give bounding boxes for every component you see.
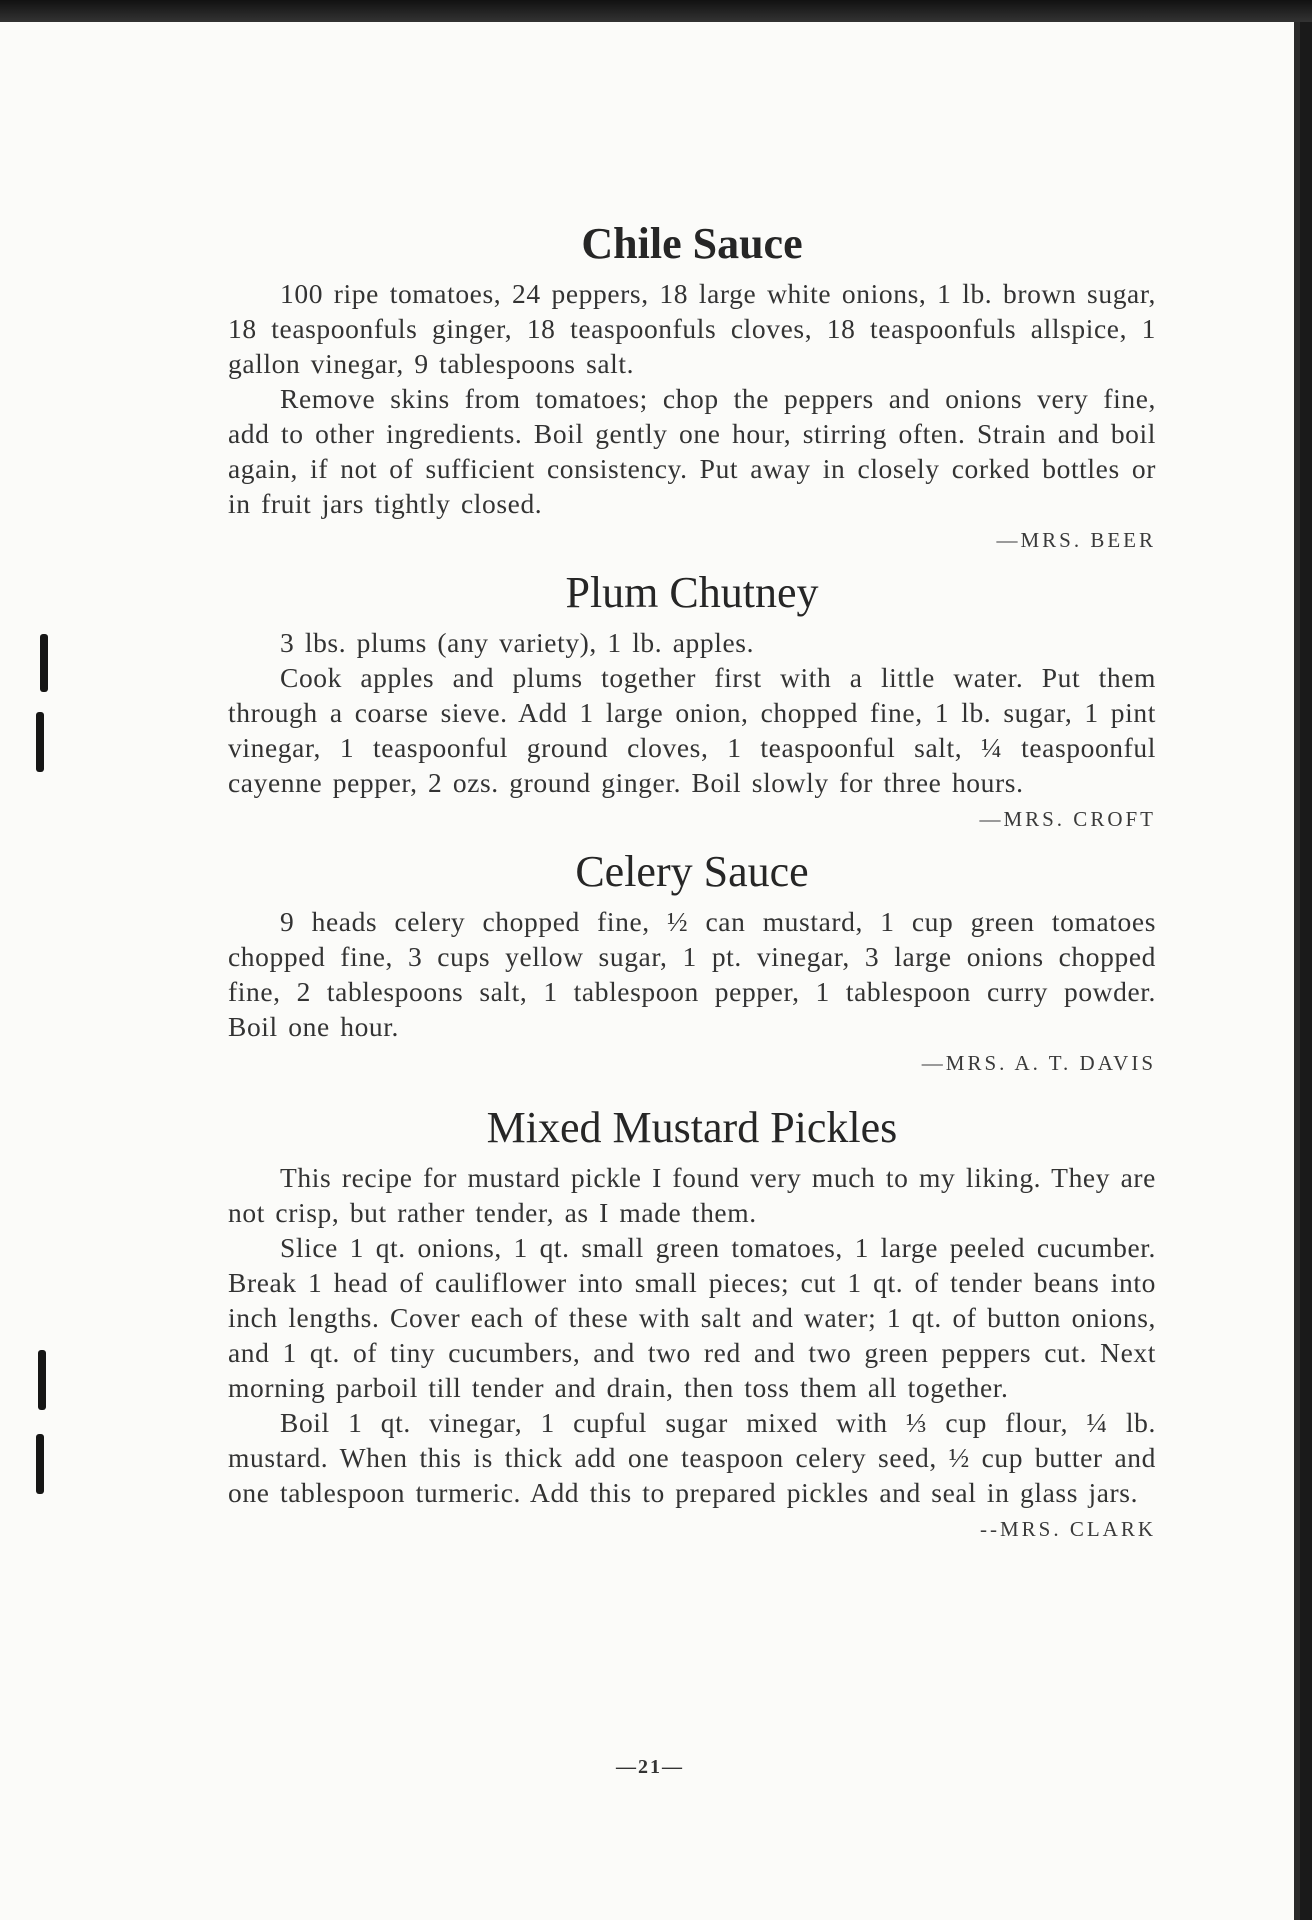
recipe-ingredients: 3 lbs. plums (any variety), 1 lb. apples. xyxy=(280,627,755,658)
recipe-plum-chutney xyxy=(228,561,1156,834)
recipe-title: Mixed Mustard Pickles xyxy=(486,1103,898,1152)
recipe-author: --MRS. CLARK xyxy=(979,1517,1156,1541)
recipe-chile-sauce xyxy=(228,212,1156,555)
recipe-intro: This recipe for mustard pickle I found very much to my liking. They are not crisp, but rather tender, as I made them. xyxy=(228,1162,1156,1228)
recipe-author: —MRS. A. T. DAVIS xyxy=(921,1051,1156,1075)
recipe-directions: Boil 1 qt. vinegar, 1 cupful sugar mixed with ⅓ cup flour, ¼ lb. mustard. When this is thick add one teaspoon celery seed, ½ cup butter and one tablespoon turmeric. Add this to prepared pickles and seal in glass jars. xyxy=(228,1407,1156,1508)
page-number: —21— xyxy=(616,1756,684,1778)
binding-hole-mark xyxy=(40,634,48,692)
scan-top-edge xyxy=(0,0,1312,22)
recipe-directions: Slice 1 qt. onions, 1 qt. small green tomatoes, 1 large peeled cucumber. Break 1 head of cauliflower into small pieces; cut 1 qt. of tender beans into inch lengths. Cover each of these with salt and water; 1 qt. of button onions, and 1 qt. of tiny cucumbers, and two red and two green peppers cut. Next morning parboil till tender and drain, then toss them all together. xyxy=(228,1232,1156,1403)
recipe-directions: 9 heads celery chopped fine, ½ can mustard, 1 cup green tomatoes chopped fine, 3 cups yellow sugar, 1 pt. vinegar, 3 large onions chopped fine, 2 tablespoons salt, 1 tablespoon pepper, 1 tablespoon curry powder. Boil one hour. xyxy=(228,906,1156,1042)
recipe-title: Celery Sauce xyxy=(575,847,809,896)
recipe-author: —MRS. CROFT xyxy=(979,807,1156,831)
binding-hole-mark xyxy=(38,1350,46,1410)
book-page xyxy=(0,22,1300,1920)
recipe-directions: Cook apples and plums together first with a little water. Put them through a coarse sieve. Add 1 large onion, chopped fine, 1 lb. sugar, 1 pint vinegar, 1 teaspoonful ground cloves, 1 teaspoonful salt, ¼ teaspoonful cayenne pepper, 2 ozs. ground ginger. Boil slowly for three hours. xyxy=(228,662,1156,798)
recipe-column xyxy=(228,212,1156,1550)
recipe-mixed-mustard-pickles xyxy=(228,1096,1156,1544)
binding-hole-mark xyxy=(36,1434,44,1494)
recipe-celery-sauce xyxy=(228,840,1156,1078)
binding-hole-mark xyxy=(36,712,44,772)
recipe-title: Chile Sauce xyxy=(581,219,803,268)
recipe-directions: Remove skins from tomatoes; chop the peppers and onions very fine, add to other ingredients. Boil gently one hour, stirring often. Strain and boil again, if not of sufficient consistency. Put away in closely corked bottles or in fruit jars tightly closed. xyxy=(228,383,1156,519)
recipe-author: —MRS. BEER xyxy=(996,528,1156,552)
recipe-ingredients: 100 ripe tomatoes, 24 peppers, 18 large white onions, 1 lb. brown sugar, 18 teaspoonfuls ginger, 18 teaspoonfuls cloves, 18 teaspoonfuls allspice, 1 gallon vinegar, 9 tablespoons salt. xyxy=(228,278,1156,379)
recipe-title: Plum Chutney xyxy=(565,568,819,617)
